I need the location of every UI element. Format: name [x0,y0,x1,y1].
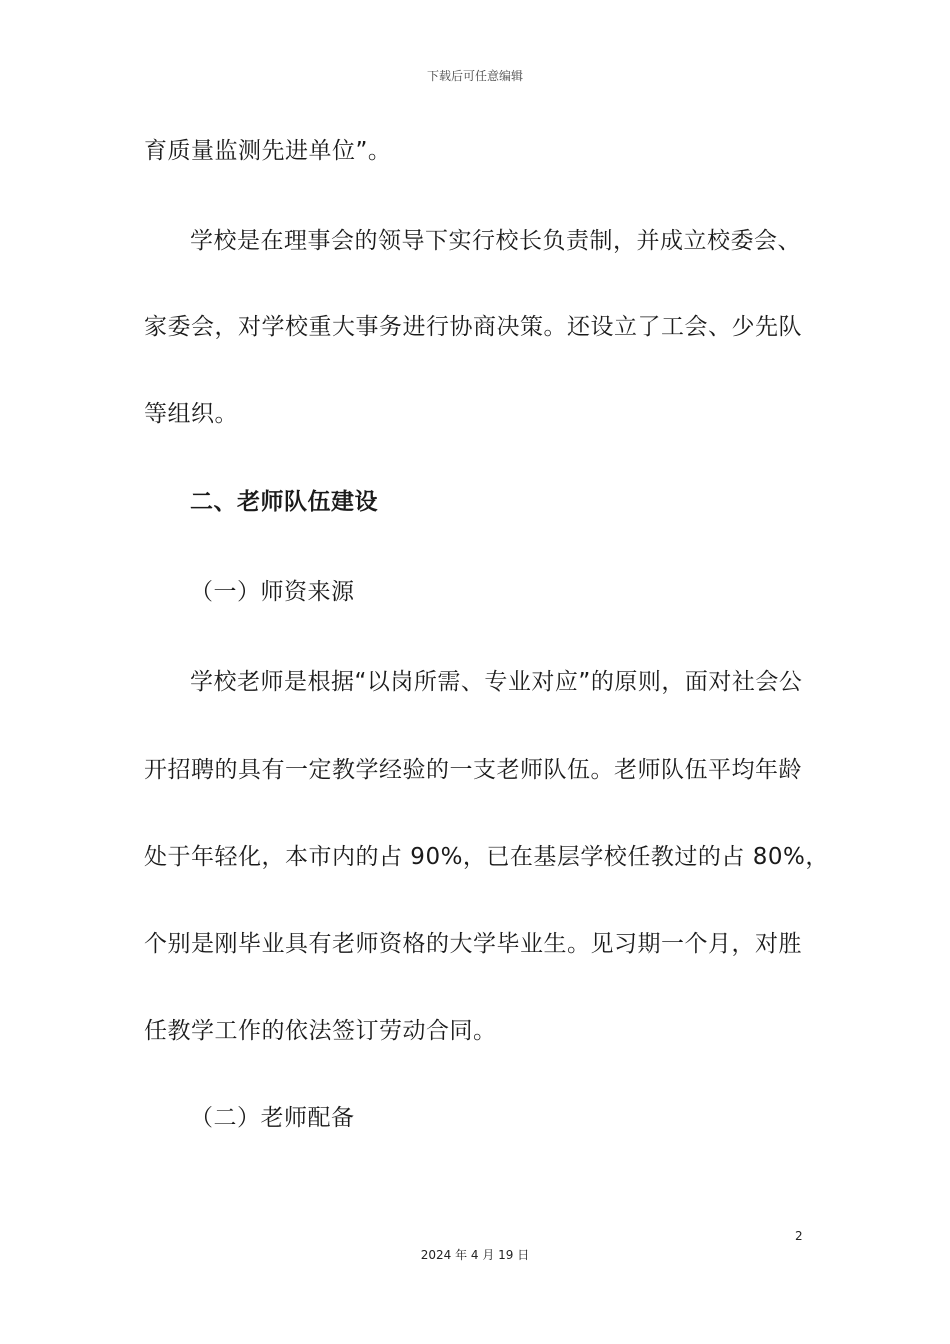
section-heading: 二、老师队伍建设 [190,489,378,515]
paragraph-line: 开招聘的具有一定教学经验的一支老师队伍。老师队伍平均年龄 [144,757,802,783]
paragraph-line: 处于年轻化，本市内的占 90%，已在基层学校任教过的占 80%， [144,844,829,870]
subsection-heading: （二）老师配备 [190,1105,355,1131]
paragraph-line: 任教学工作的依法签订劳动合同。 [144,1018,497,1044]
paragraph-line: 学校老师是根据“以岗所需、专业对应”的原则，面对社会公 [190,669,803,695]
footer-date: 2024 年 4 月 19 日 [420,1248,530,1262]
paragraph-line: 育质量监测先进单位”。 [144,138,392,164]
page-number: 2 [795,1229,803,1243]
subsection-heading: （一）师资来源 [190,579,355,605]
header-note: 下载后可任意编辑 [426,69,523,83]
paragraph-line: 家委会，对学校重大事务进行协商决策。还设立了工会、少先队 [144,314,802,340]
paragraph-line: 等组织。 [144,401,238,427]
paragraph-line: 个别是刚毕业具有老师资格的大学毕业生。见习期一个月，对胜 [144,931,802,957]
paragraph-line: 学校是在理事会的领导下实行校长负责制，并成立校委会、 [190,228,801,254]
